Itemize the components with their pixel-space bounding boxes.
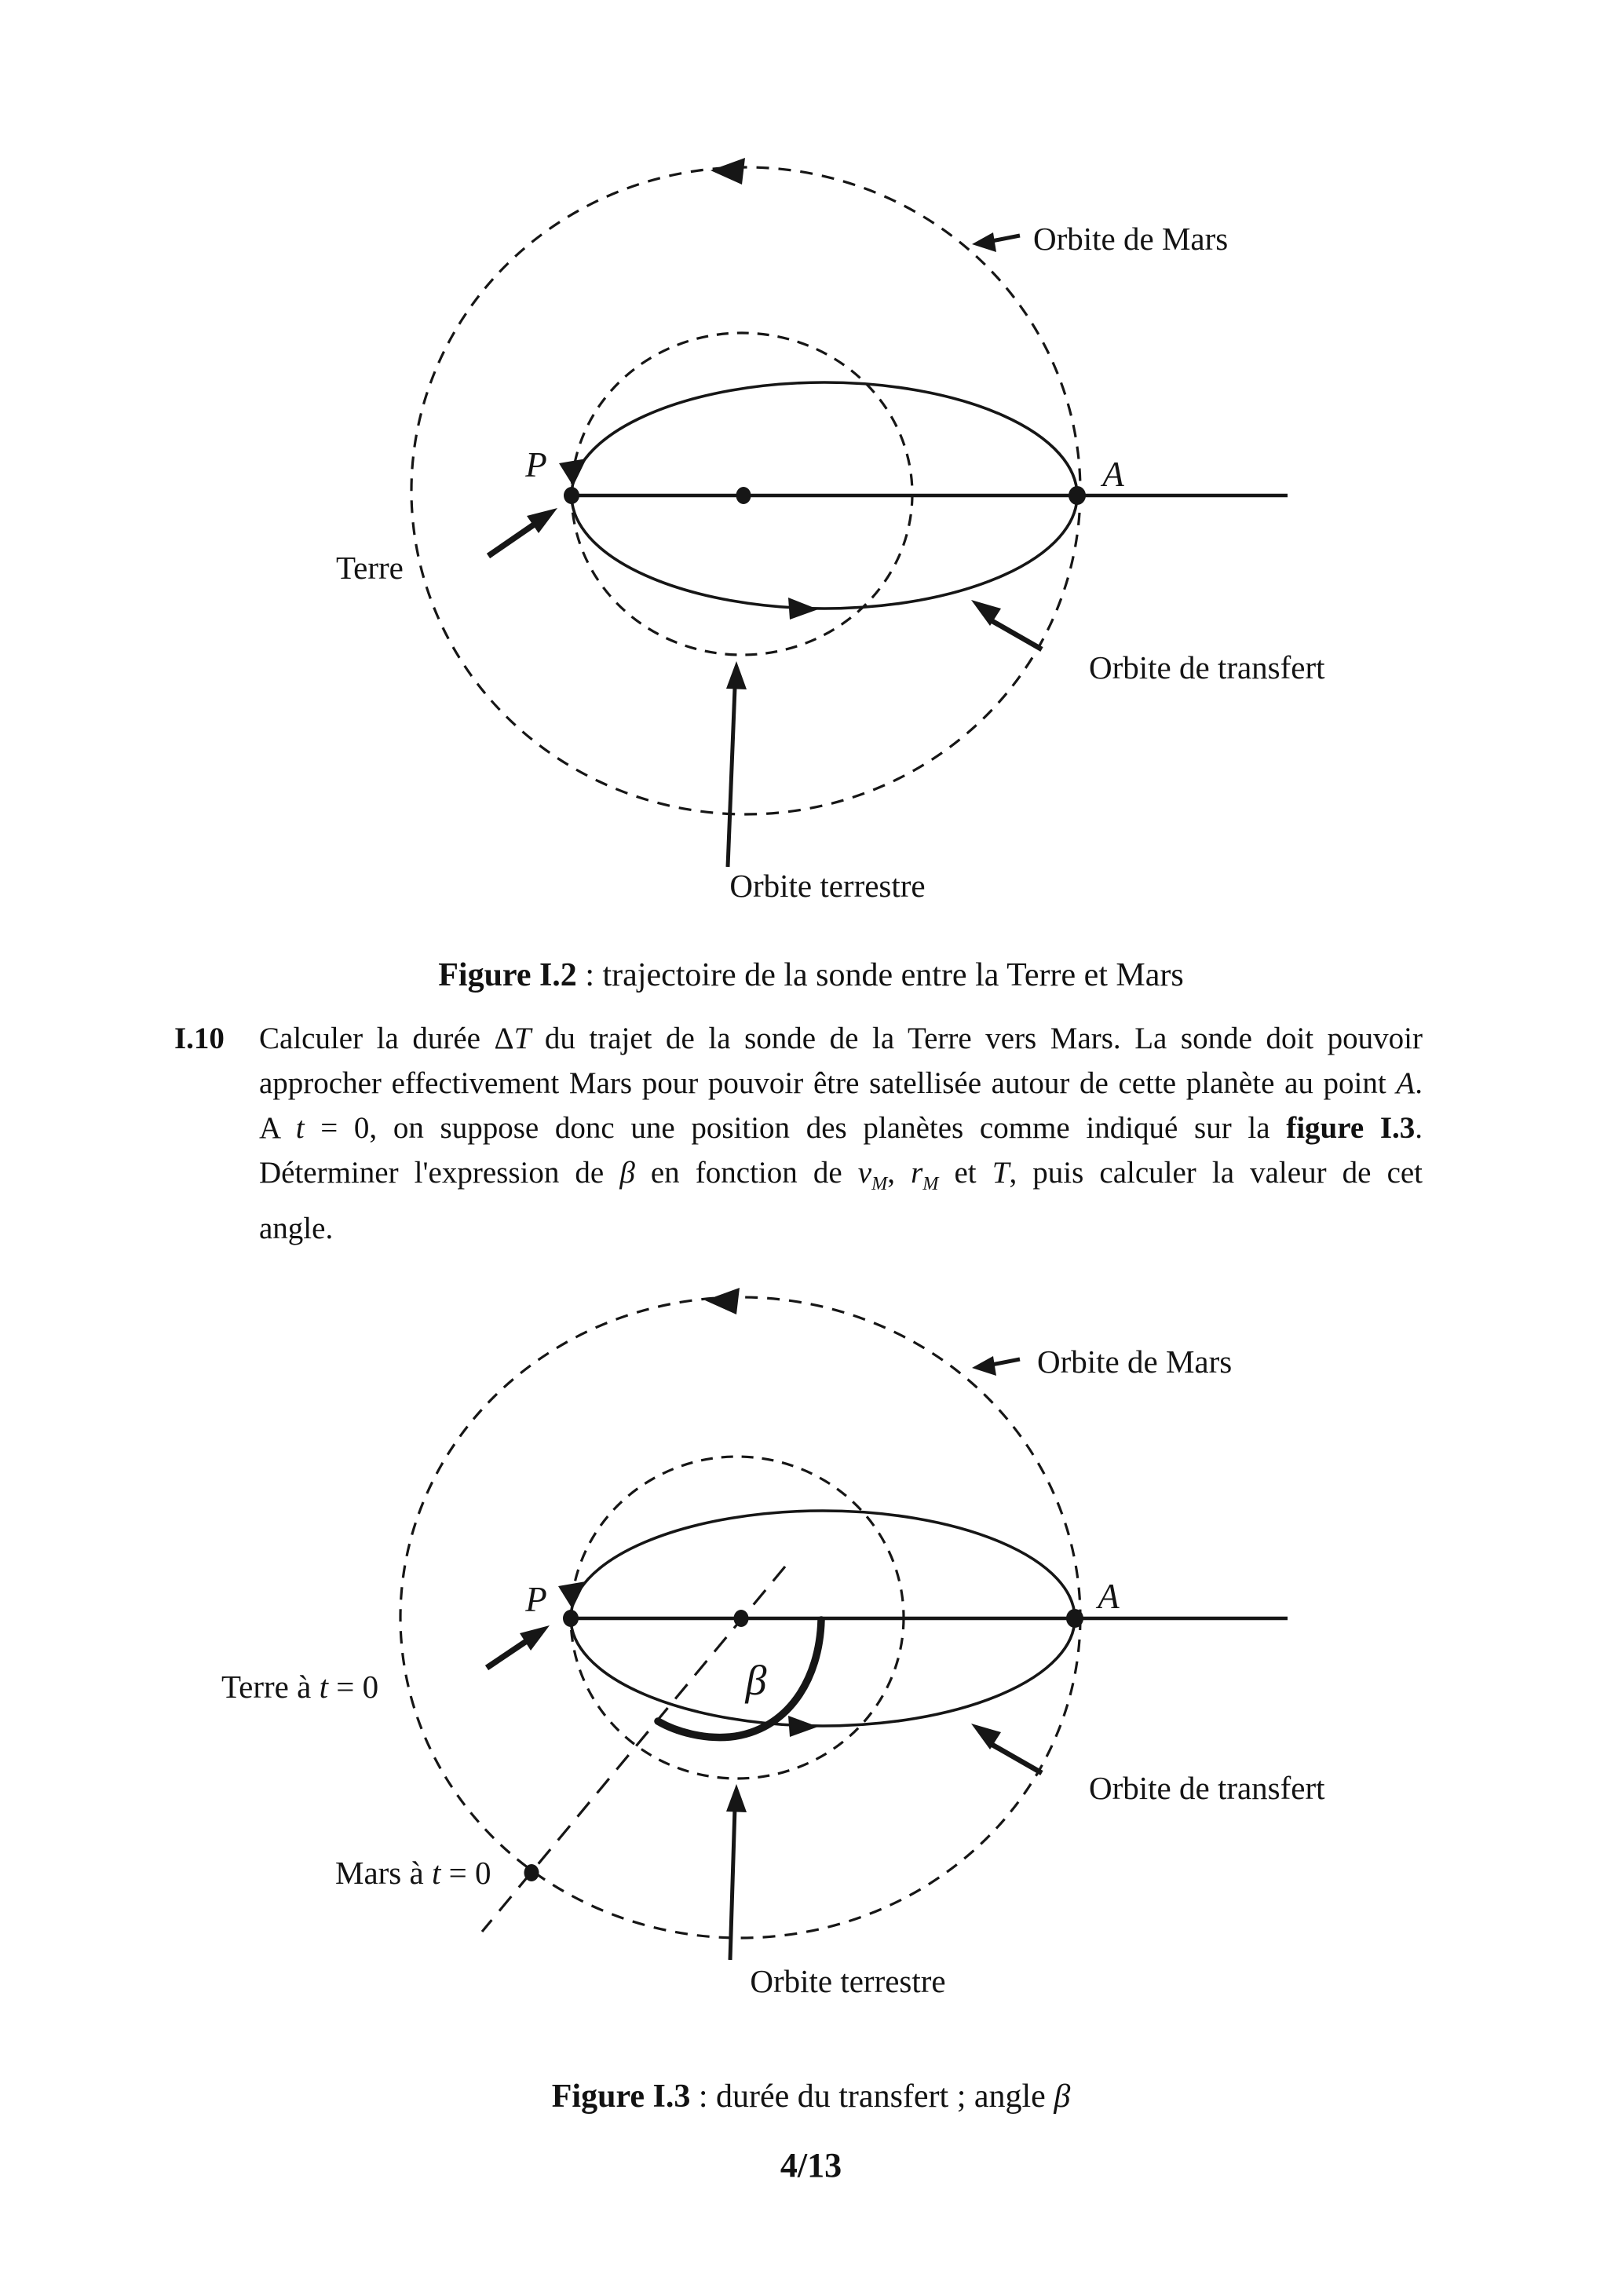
terre-label: Terre xyxy=(336,550,404,586)
question-body xyxy=(259,1016,1423,1251)
figure-I3-caption-number: Figure I.3 xyxy=(551,2078,691,2115)
orbite-terrestre-label-arrowhead-icon xyxy=(726,661,747,689)
figure-I2-caption-text: : trajectoire de la sonde entre la Terre et Mars xyxy=(576,957,1184,993)
orbite-terrestre-label-arrow xyxy=(730,1808,735,1960)
orbite-transfert-label-arrow xyxy=(992,621,1042,649)
page-number: 4/13 xyxy=(780,2146,842,2184)
figure-I2-caption-number: Figure I.2 xyxy=(438,957,577,993)
orbite-transfert-label-arrow xyxy=(992,1745,1042,1773)
terre-t0-label: Terre à t = 0 xyxy=(221,1669,379,1705)
orbite-terrestre-label: Orbite terrestre xyxy=(750,1963,946,1999)
question-line: approcher effectivement Mars pour pouvoir être satellisée autour de cette planète au point A. xyxy=(259,1066,1423,1100)
orbite-mars-label-arrowhead-icon xyxy=(972,1356,996,1376)
orbite-transfert-label: Orbite de transfert xyxy=(1089,1770,1325,1806)
orbite-mars-label: Orbite de Mars xyxy=(1037,1344,1233,1380)
earth-position-arrow xyxy=(488,521,539,556)
question-line: Calculer la durée ΔT du trajet de la sonde de la Terre vers Mars. La sonde doit pouvoir xyxy=(259,1022,1423,1055)
figure-I2-caption xyxy=(0,956,1622,994)
orbite-terrestre-label-arrowhead-icon xyxy=(726,1784,747,1812)
transfer-arrival-arrowhead-icon xyxy=(558,1581,586,1609)
transfer-direction-arrowhead-icon xyxy=(788,1716,818,1737)
orbite-terrestre-label: Orbite terrestre xyxy=(729,868,926,904)
mars-t0-label: Mars à t = 0 xyxy=(335,1855,491,1891)
perihelion-point-dot xyxy=(563,1610,579,1627)
orbite-terrestre-label-arrow xyxy=(728,688,735,867)
transfer-direction-arrowhead-icon xyxy=(788,598,818,620)
sun-dot xyxy=(736,487,751,504)
figure-I3-caption-text: : durée du transfert ; angle β xyxy=(690,2078,1071,2115)
question-line: angle. xyxy=(259,1211,334,1245)
orbite-mars-label: Orbite de Mars xyxy=(1033,221,1229,257)
point-a-label: A xyxy=(1098,1577,1120,1616)
aphelion-point-dot xyxy=(1069,486,1086,505)
figure-I3-diagram xyxy=(221,1288,1325,1999)
aphelion-point-dot xyxy=(1066,1609,1083,1628)
mars-orbit-direction-arrowhead-icon xyxy=(711,158,745,185)
question-line: A t = 0, on suppose donc une position des planètes comme indiqué sur la figure I.3. xyxy=(259,1111,1423,1145)
perihelion-point-dot xyxy=(564,487,579,504)
orbite-mars-label-arrowhead-icon xyxy=(972,232,996,252)
point-a-label: A xyxy=(1102,455,1124,494)
transfer-arrival-arrowhead-icon xyxy=(559,459,586,486)
question-line: Déterminer l'expression de β en fonction de $v_M$, $r_M$ et T, puis calculer la valeur de cet xyxy=(259,1156,1423,1194)
question-number: I.10 xyxy=(174,1022,225,1055)
point-p-label: P xyxy=(525,445,547,484)
question-I10 xyxy=(174,1016,1423,1251)
earth-position-arrowhead-icon xyxy=(520,1625,550,1651)
point-p-label: P xyxy=(525,1580,547,1619)
figure-I2-diagram xyxy=(336,158,1325,904)
sun-dot xyxy=(734,1610,749,1627)
figure-I3-caption xyxy=(0,2078,1622,2115)
mars-t0-dot xyxy=(524,1864,539,1881)
beta-label: β xyxy=(745,1657,767,1704)
mars-orbit-direction-arrowhead-icon xyxy=(705,1288,740,1314)
orbite-transfert-label: Orbite de transfert xyxy=(1089,649,1325,686)
